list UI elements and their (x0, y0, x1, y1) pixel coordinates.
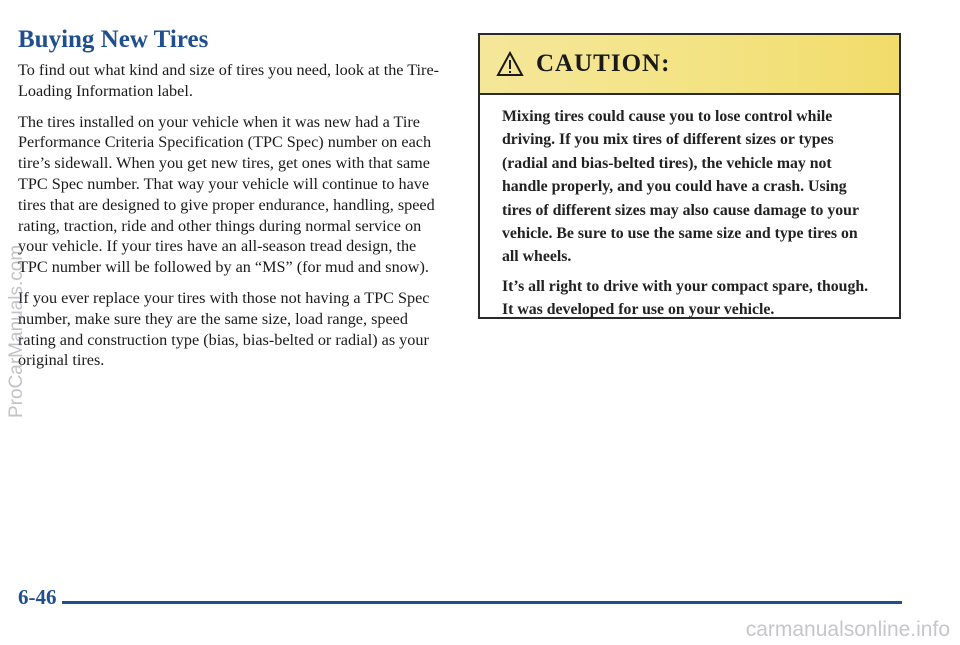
caution-header (480, 35, 899, 95)
tpc-spec-paragraph: The tires installed on your vehicle when it was new had a Tire Performance Criteria Specification (TPC Spec) number on each tire’s sidewall. When you get new tires, get ones with that same TPC Spec number. That way your vehicle will continue to have tires that are designed to give proper endurance, handling, speed rating, traction, ride and other things during normal service on your vehicle. If your tires have an all-season tread design, the TPC number will be followed by an “MS” (for mud and snow). (18, 112, 435, 277)
warning-triangle-icon (496, 51, 524, 77)
body-text-column (18, 60, 448, 381)
caution-spare-paragraph: It’s all right to drive with your compact spare, though. It was developed for use on your vehicle. (502, 277, 869, 319)
site-footer-watermark: carmanualsonline.info (745, 618, 950, 641)
side-watermark: ProCarManuals.com (6, 244, 27, 418)
footer-rule (62, 601, 902, 604)
caution-body (480, 95, 899, 322)
caution-box (478, 33, 901, 319)
replacement-paragraph: If you ever replace your tires with those not having a TPC Spec number, make sure they are the same size, load range, speed rating and construction type (bias, bias-belted or radial) as your original tires. (18, 288, 430, 370)
page-number: 6-46 (18, 585, 57, 609)
section-title: Buying New Tires (18, 26, 209, 53)
caution-label: CAUTION: (536, 50, 671, 77)
caution-mixing-paragraph: Mixing tires could cause you to lose control while driving. If you mix tires of different sizes or types (radial and bias-belted tires), the vehicle may not handle properly, and you could have a crash. Using tires of different sizes may also cause damage to your vehicle. Be sure to use the same size and type tires on all wheels. (502, 108, 859, 266)
intro-paragraph: To find out what kind and size of tires you need, look at the Tire-Loading Information label. (18, 61, 440, 100)
